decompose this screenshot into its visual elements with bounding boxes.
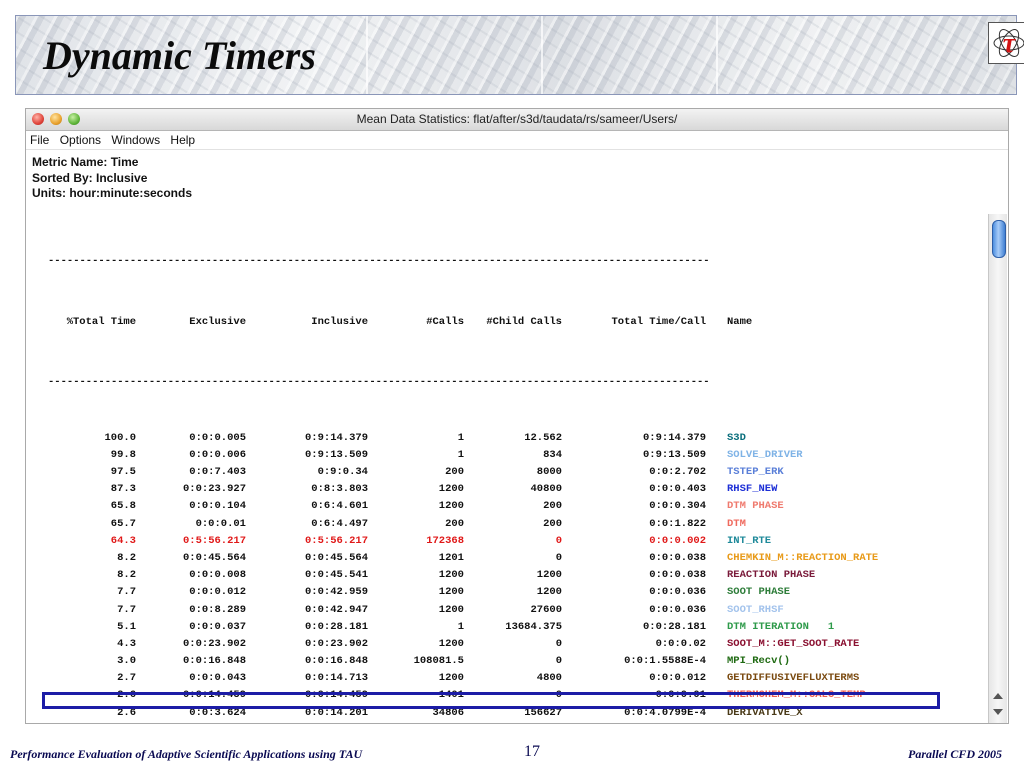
row-time-per-call: 0:0:0.036 (649, 603, 706, 616)
metric-name-label: Metric Name: Time (32, 155, 139, 169)
table-row[interactable] (48, 584, 988, 601)
row-child-calls: 0 (555, 689, 562, 702)
menu-file[interactable]: File (30, 133, 50, 147)
row-exclusive: 0:0:0.037 (189, 620, 246, 633)
row-child-calls: 8000 (536, 466, 562, 478)
scroll-down-arrow-icon[interactable] (993, 709, 1003, 715)
row-calls: 34806 (432, 706, 464, 719)
row-exclusive: 0:0:0.01 (195, 517, 246, 530)
scroll-up-arrow-icon[interactable] (993, 693, 1003, 699)
row-calls: 1201 (438, 551, 464, 564)
row-inclusive: 0:9:13.509 (304, 448, 368, 461)
row-inclusive: 0:0:16.848 (304, 655, 368, 668)
row-total-time: 64.3 (110, 534, 136, 547)
vertical-scrollbar[interactable] (988, 214, 1007, 723)
row-calls: 1 (457, 431, 464, 444)
row-inclusive: 0:6:4.601 (311, 500, 368, 513)
header-time-per-call: Total Time/Call (611, 315, 706, 328)
window-title: Mean Data Statistics: flat/after/s3d/taudata/rs/sameer/Users/ (356, 112, 678, 126)
row-exclusive: 0:0:45.564 (182, 551, 246, 564)
row-function-name[interactable]: SOOT PHASE (727, 586, 791, 599)
row-calls (368, 722, 464, 723)
row-calls: 200 (445, 466, 464, 478)
row-function-name[interactable]: REACTION PHASE (727, 569, 816, 582)
row-function-name[interactable]: THERMCHEM_M::CALC_TEMP (727, 689, 866, 702)
row-inclusive: 0:0:23.902 (304, 637, 368, 650)
units-label: Units: hour:minute:seconds (32, 186, 193, 200)
row-inclusive: 0:0:42.959 (304, 586, 368, 599)
table-row[interactable] (48, 670, 988, 687)
row-calls: 172368 (426, 534, 464, 547)
row-calls: 1401 (438, 689, 464, 702)
header-name: Name (727, 315, 753, 328)
row-function-name[interactable]: RHSF_NEW (727, 483, 778, 496)
row-child-calls: 156627 (524, 706, 562, 719)
row-calls: 200 (445, 517, 464, 530)
row-exclusive: 0:0:23.902 (182, 637, 246, 650)
row-time-per-call: 0:0:2.702 (649, 466, 706, 478)
row-child-calls: 13684.375 (505, 620, 562, 633)
table-row[interactable] (48, 481, 988, 498)
row-child-calls: 40800 (530, 483, 562, 496)
table-rule-top: --------------------------------------------------------------------------------------------------------- (48, 255, 710, 268)
row-function-name[interactable]: TSTEP_ERK (727, 466, 784, 478)
row-time-per-call (562, 722, 706, 723)
footer-page-number: 17 (524, 743, 540, 760)
row-total-time: 2.7 (117, 672, 136, 685)
row-total-time: 7.7 (117, 603, 136, 616)
row-function-name[interactable]: SOOT_M::GET_SOOT_RATE (727, 637, 860, 650)
row-calls: 1 (457, 620, 464, 633)
row-total-time: 87.3 (110, 483, 136, 496)
row-child-calls: 1200 (536, 569, 562, 582)
row-time-per-call: 0:0:0.02 (655, 637, 706, 650)
statistics-report (26, 214, 988, 723)
row-inclusive (246, 722, 368, 723)
row-total-time: 4.3 (117, 637, 136, 650)
row-exclusive (136, 722, 246, 723)
row-inclusive: 0:0:14.201 (304, 706, 368, 719)
row-time-per-call: 0:0:0.01 (655, 689, 706, 702)
row-time-per-call: 0:0:28.181 (642, 620, 706, 633)
highlighted-row-box (42, 692, 940, 709)
table-row[interactable] (48, 464, 988, 481)
row-inclusive: 0:0:42.947 (304, 603, 368, 616)
row-function-name[interactable]: DTM ITERATION 1 (727, 620, 835, 633)
row-child-calls: 200 (543, 517, 562, 530)
row-function-name[interactable]: CHEMKIN_M::REACTION_RATE (727, 551, 879, 564)
row-child-calls: 0 (555, 551, 562, 564)
row-function-name[interactable]: SOOT_RHSF (727, 603, 784, 616)
table-row[interactable] (48, 619, 988, 636)
row-calls: 1200 (438, 500, 464, 513)
row-exclusive: 0:0:7.403 (189, 466, 246, 478)
slide-title: Dynamic Timers (43, 33, 316, 78)
tau-glyph: τ (1002, 28, 1016, 59)
table-row[interactable] (48, 550, 988, 567)
row-child-calls (464, 722, 562, 723)
row-time-per-call: 0:0:0.002 (649, 534, 706, 547)
table-row[interactable] (48, 430, 988, 447)
row-calls: 108081.5 (413, 655, 464, 668)
row-time-per-call: 0:0:0.403 (649, 483, 706, 496)
row-function-name[interactable]: DTM PHASE (727, 500, 784, 513)
row-total-time (48, 722, 136, 723)
row-total-time: 3.0 (117, 655, 136, 668)
menu-windows[interactable]: Windows (111, 133, 161, 147)
slide-header-banner (15, 15, 1017, 95)
row-function-name[interactable]: SOLVE_DRIVER (727, 448, 803, 461)
footer-presentation-title: Performance Evaluation of Adaptive Scientific Applications using TAU (10, 747, 363, 761)
row-time-per-call: 0:0:0.038 (649, 569, 706, 582)
row-time-per-call: 0:0:0.036 (649, 586, 706, 599)
table-row[interactable] (48, 653, 988, 670)
row-function-name[interactable]: DERIVATIVE_X (727, 706, 803, 719)
row-exclusive: 0:0:23.927 (182, 483, 246, 496)
row-total-time: 2.6 (117, 689, 136, 702)
row-exclusive: 0:5:56.217 (182, 534, 246, 547)
row-exclusive: 0:0:14.459 (182, 689, 246, 702)
row-calls: 1200 (438, 569, 464, 582)
row-total-time: 8.2 (117, 551, 136, 564)
row-total-time: 97.5 (110, 466, 136, 478)
table-row[interactable] (48, 636, 988, 653)
row-child-calls: 27600 (530, 603, 562, 616)
row-calls: 1200 (438, 586, 464, 599)
row-inclusive: 0:0:14.713 (304, 672, 368, 685)
row-exclusive: 0:0:16.848 (182, 655, 246, 668)
table-row[interactable] (48, 722, 988, 723)
row-inclusive: 0:0:28.181 (304, 620, 368, 633)
row-total-time: 8.2 (117, 569, 136, 582)
tau-logo-graphic (989, 23, 1024, 63)
row-child-calls: 200 (543, 500, 562, 513)
menu-bar (26, 131, 1008, 150)
row-time-per-call: 0:0:0.012 (649, 672, 706, 685)
table-row[interactable] (48, 498, 988, 515)
window-titlebar[interactable] (26, 109, 1008, 131)
row-calls: 1 (457, 448, 464, 461)
row-exclusive: 0:0:0.043 (189, 672, 246, 685)
row-time-per-call: 0:0:4.0799E-4 (624, 706, 706, 719)
row-child-calls: 4800 (536, 672, 562, 685)
row-exclusive: 0:0:0.012 (189, 586, 246, 599)
tau-logo-icon (988, 22, 1024, 64)
row-child-calls: 12.562 (524, 431, 562, 444)
menu-help[interactable]: Help (170, 133, 196, 147)
row-time-per-call: 0:0:1.822 (649, 517, 706, 530)
row-inclusive: 0:0:45.564 (304, 551, 368, 564)
row-function-name[interactable]: MPI_Recv() (727, 655, 791, 668)
row-exclusive: 0:0:0.104 (189, 500, 246, 513)
row-exclusive: 0:0:0.008 (189, 569, 246, 582)
row-total-time: 7.7 (117, 586, 136, 599)
row-child-calls: 0 (555, 534, 562, 547)
row-inclusive: 0:9:0.34 (317, 466, 368, 478)
row-inclusive: 0:0:45.541 (304, 569, 368, 582)
row-function-name[interactable] (706, 722, 809, 723)
row-total-time: 100.0 (104, 431, 136, 444)
table-header-row (48, 309, 988, 335)
row-total-time: 5.1 (117, 620, 136, 633)
table-row[interactable] (48, 602, 988, 619)
statistics-text-area[interactable] (26, 214, 988, 723)
row-calls: 1200 (438, 483, 464, 496)
row-child-calls: 834 (543, 448, 562, 461)
header-exclusive: Exclusive (189, 315, 246, 328)
header-total-time: %Total Time (66, 315, 136, 328)
row-time-per-call: 0:0:1.5588E-4 (624, 655, 706, 668)
table-row[interactable] (48, 533, 988, 550)
report-metadata (26, 150, 1008, 202)
banner-divider (366, 16, 368, 94)
row-child-calls: 0 (555, 637, 562, 650)
row-calls: 1200 (438, 672, 464, 685)
scrollbar-thumb[interactable] (992, 220, 1006, 258)
table-row[interactable] (48, 516, 988, 533)
row-time-per-call: 0:9:13.509 (642, 448, 706, 461)
sorted-by-label: Sorted By: Inclusive (32, 170, 148, 185)
row-child-calls: 1200 (536, 586, 562, 599)
row-inclusive: 0:6:4.497 (311, 517, 368, 530)
header-child-calls: #Child Calls (486, 315, 562, 328)
row-function-name[interactable]: GETDIFFUSIVEFLUXTERMS (727, 672, 860, 685)
row-time-per-call: 0:9:14.379 (642, 431, 706, 444)
row-total-time: 65.8 (110, 500, 136, 513)
table-rule-bottom: --------------------------------------------------------------------------------------------------------- (48, 376, 710, 389)
footer-conference: Parallel CFD 2005 (907, 747, 1002, 761)
row-function-name[interactable]: DTM (727, 517, 746, 530)
banner-divider (541, 16, 543, 94)
row-exclusive: 0:0:3.624 (189, 706, 246, 719)
table-body (48, 430, 988, 723)
row-exclusive: 0:0:8.289 (189, 603, 246, 616)
header-calls: #Calls (426, 315, 464, 328)
row-function-name[interactable]: INT_RTE (727, 534, 772, 547)
header-inclusive: Inclusive (311, 315, 368, 328)
row-total-time: 2.6 (117, 706, 136, 719)
banner-divider (716, 16, 718, 94)
row-exclusive: 0:0:0.006 (189, 448, 246, 461)
row-inclusive: 0:5:56.217 (304, 534, 368, 547)
row-calls: 1200 (438, 637, 464, 650)
row-time-per-call: 0:0:0.038 (649, 551, 706, 564)
row-inclusive: 0:0:14.459 (304, 689, 368, 702)
table-row[interactable] (48, 447, 988, 464)
row-function-name[interactable]: S3D (727, 431, 746, 444)
row-total-time: 99.8 (110, 448, 136, 461)
row-child-calls: 0 (555, 655, 562, 668)
mean-data-statistics-window (25, 108, 1009, 724)
row-inclusive: 0:9:14.379 (304, 431, 368, 444)
table-row[interactable] (48, 567, 988, 584)
row-total-time: 65.7 (110, 517, 136, 530)
row-calls: 1200 (438, 603, 464, 616)
row-exclusive: 0:0:0.005 (189, 431, 246, 444)
row-inclusive: 0:8:3.803 (311, 483, 368, 496)
menu-options[interactable]: Options (59, 133, 102, 147)
row-time-per-call: 0:0:0.304 (649, 500, 706, 513)
